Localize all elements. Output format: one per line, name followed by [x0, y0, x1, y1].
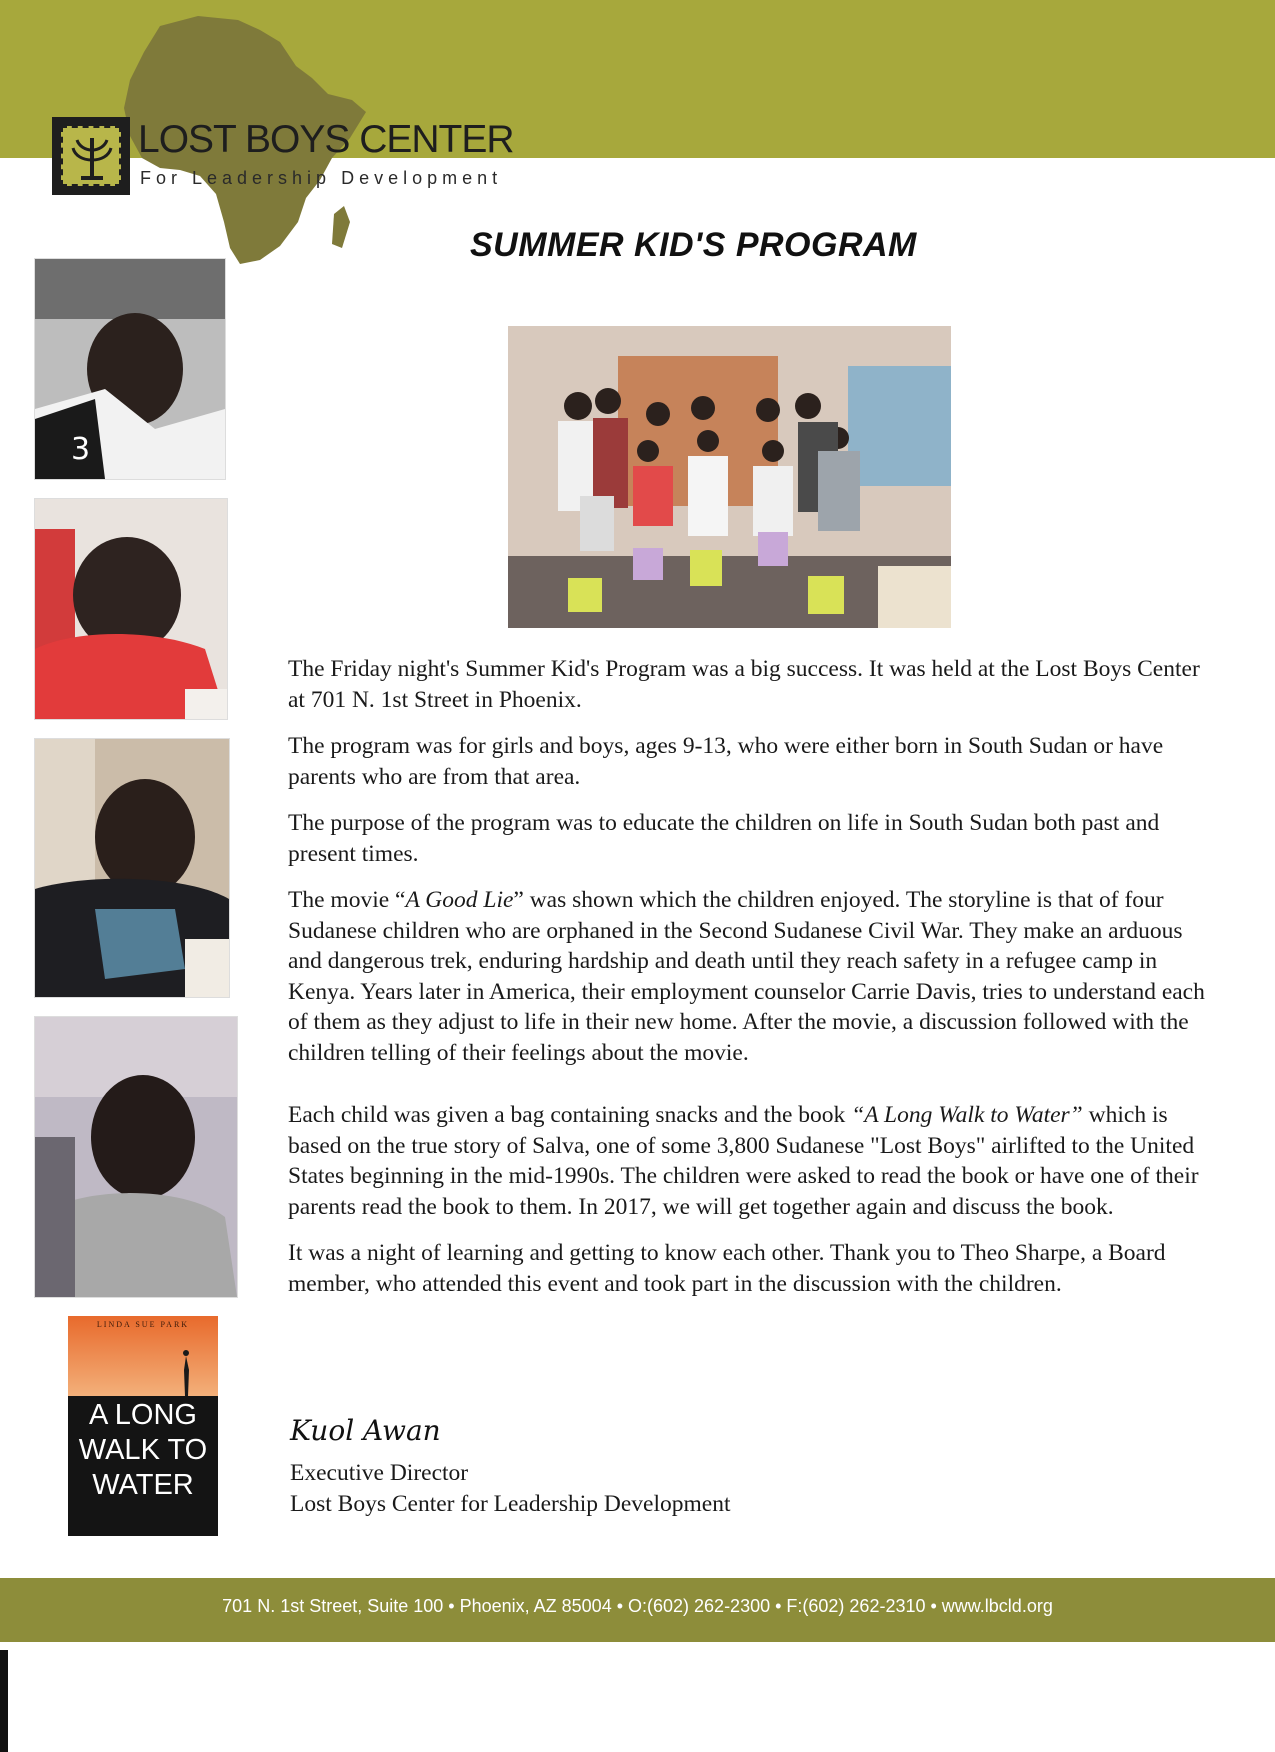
logo-tree-icon [52, 117, 130, 195]
article-body [288, 654, 1213, 1315]
book-title-inline: “A Long Walk to Water” [851, 1102, 1083, 1128]
scan-edge [0, 1650, 8, 1752]
signature: Kuol Awan [290, 1414, 441, 1447]
org-name: LOST BOYS CENTER [138, 118, 514, 161]
paragraph-6: It was a night of learning and getting to know each other. Thank you to Theo Sharpe, a Board member, who attended this event and took part in the discussion with the children. [288, 1240, 1166, 1297]
svg-text:3: 3 [71, 432, 91, 467]
paragraph-2: The program was for girls and boys, ages 9-13, who were either born in South Sudan or have parents who are from that area. [288, 733, 1164, 790]
child-photo-2 [34, 498, 228, 720]
paragraph-3: The purpose of the program was to educate the children on life in South Sudan both past and present times. [288, 810, 1160, 867]
paragraph-5: Each child was given a bag containing snacks and the book “A Long Walk to Water” which is based on the true story of Salva, one of some 3,800 Sudanese "Lost Boys" airlifted to the United States beginning in the mid-1990s. The children were asked to read the book or have one of their parents read the book to them. In 2017, we will get together again and discuss the book. [288, 1102, 1199, 1220]
signature-block [290, 1458, 731, 1520]
book-cover-image [68, 1316, 218, 1536]
org-subtitle: For Leadership Development [140, 168, 503, 188]
child-photo-4 [34, 1016, 238, 1298]
group-photo [508, 326, 951, 628]
child-photo-3 [34, 738, 230, 998]
signer-organization: Lost Boys Center for Leadership Development [290, 1491, 731, 1517]
book-author: LINDA SUE PARK [96, 1320, 190, 1329]
footer-contact: 701 N. 1st Street, Suite 100 • Phoenix, AZ 85004 • O:(602) 262-2300 • F:(602) 262-2310 • www.lbcld.org [222, 1596, 1053, 1616]
paragraph-1: The Friday night's Summer Kid's Program was a big success. It was held at the Lost Boys Center at 701 N. 1st Street in Phoenix. [288, 656, 1200, 713]
page-title: SUMMER KID'S PROGRAM [470, 226, 917, 264]
signer-title: Executive Director [290, 1460, 469, 1486]
child-photo-1 [34, 258, 226, 480]
book-title: A LONG WALK TO WATER [78, 1399, 208, 1501]
paragraph-4: The movie “A Good Lie” was shown which the children enjoyed. The storyline is that of four Sudanese children who are orphaned in the Second Sudanese Civil War. They make an arduous and dangerous trek, enduring hardship and death until they reach safety in a refugee camp in Kenya. Years later in America, their employment counselor Carrie Davis, tries to understand each of them as they adjust to life in their new home. After the movie, a discussion followed with the children telling of their feelings about the movie. [288, 887, 1205, 1066]
movie-title: A Good Lie [405, 887, 514, 913]
